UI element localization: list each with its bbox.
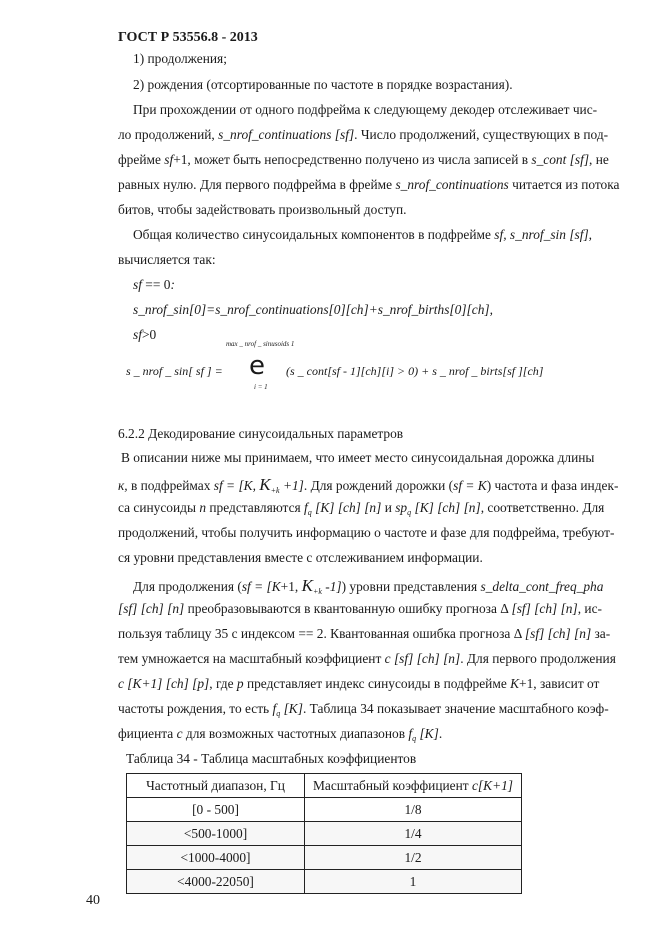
formula-upper-limit: max _ nrof _ sinusoids 1	[226, 340, 295, 348]
page-number: 40	[86, 893, 100, 908]
paragraph-4-line: с [K+1] [ch] [p], где р представляет индекс синусоиды в подфрейме K+1, зависит от	[118, 676, 600, 691]
paragraph-4-line: фициента с для возможных частотных диапазонов $f_q$ [K].	[118, 726, 443, 743]
paragraph-2-line: вычисляется так:	[118, 252, 216, 267]
table-header-cell: Частотный диапазон, Гц	[127, 774, 305, 798]
code-line: s_nrof_sin[0]=s_nrof_continuations[0][ch]+s_nrof_births[0][ch],	[133, 302, 493, 317]
paragraph-3-line: В описании ниже мы принимаем, что имеет место синусоидальная дорожка длины	[121, 450, 595, 465]
table-row	[127, 822, 522, 846]
list-item-births: 2) рождения (отсортированные по частоте в порядке возрастания).	[133, 77, 513, 92]
table-cell: 1	[305, 870, 522, 894]
scale-factor-table	[126, 773, 522, 894]
table-row	[127, 870, 522, 894]
table-header-row	[127, 774, 522, 798]
paragraph-1-line: битов, чтобы задействовать произвольный доступ.	[118, 202, 407, 217]
formula-lower-limit: i = 1	[254, 383, 268, 391]
table-caption: Таблица 34 - Таблица масштабных коэффициентов	[126, 751, 417, 766]
section-heading: 6.2.2 Декодирование синусоидальных параметров	[118, 426, 404, 441]
paragraph-2-line: Общая количество синусоидальных компонентов в подфрейме sf, s_nrof_sin [sf],	[133, 227, 593, 242]
table-cell: <500-1000]	[127, 822, 305, 846]
paragraph-1-line: фрейме sf+1, может быть непосредственно получено из числа записей в s_cont [sf], не	[118, 152, 609, 167]
paragraph-3-line: к, в подфреймах sf = [K, $K_{+k} +1$]. Для рождений дорожки (sf = K) частота и фаза индек-	[118, 475, 619, 495]
paragraph-1-line: ло продолжений, s_nrof_continuations [sf]. Число продолжений, существующих в под-	[118, 127, 609, 142]
paragraph-1-line: равных нулю. Для первого подфрейма в фрейме s_nrof_continuations читается из потока	[118, 177, 620, 192]
paragraph-3-line: продолжений, чтобы получить информацию о частоте и фазе для подфрейма, требуют-	[118, 525, 615, 540]
table-cell: <4000-22050]	[127, 870, 305, 894]
table-cell: 1/4	[305, 822, 522, 846]
table-cell: 1/2	[305, 846, 522, 870]
formula-lhs: s _ nrof _ sin[ sf ] =	[126, 364, 223, 378]
table-row	[127, 846, 522, 870]
table-header-cell: Масштабный коэффициент c[K+1]	[305, 774, 522, 798]
formula-rhs: (s _ cont[sf - 1][ch][i] > 0) + s _ nrof _ birts[sf ][ch]	[286, 364, 544, 378]
table-cell: 1/8	[305, 798, 522, 822]
paragraph-4-line: [sf] [ch] [n] преобразовываются в квантованную ошибку прогноза Δ [sf] [ch] [n], ис-	[118, 601, 602, 616]
paragraph-3-line: са синусоиды n представляются $f_q$ [K] [ch] [n] и $sp_q$ [K] [ch] [n], соответственно. Для	[118, 500, 605, 517]
paragraph-1-line: При прохождении от одного подфрейма к следующему декодер отслеживает чис-	[133, 102, 598, 117]
paragraph-3-line: ся уровни представления вместе с отслеживанием информации.	[118, 550, 483, 565]
table-cell: <1000-4000]	[127, 846, 305, 870]
paragraph-4-line: тем умножается на масштабный коэффициент с [sf] [ch] [n]. Для первого продолжения	[118, 651, 616, 666]
paragraph-4-line: частоты рождения, то есть $f_q$ [K]. Таблица 34 показывает значение масштабного коэф-	[118, 701, 609, 718]
code-line: sf>0	[133, 327, 157, 342]
table-cell: [0 - 500]	[127, 798, 305, 822]
paragraph-4-line: пользуя таблицу 35 с индексом == 2. Квантованная ошибка прогноза Δ [sf] [ch] [n] за-	[118, 626, 611, 641]
summation-symbol: е	[249, 351, 265, 381]
code-line: sf == 0:	[133, 277, 175, 292]
list-item-continuations: 1) продолжения;	[133, 51, 227, 66]
document-header: ГОСТ Р 53556.8 - 2013	[118, 30, 258, 45]
paragraph-4-line: Для продолжения (sf = [K+1, $K_{+k}$ -1]) уровни представления s_delta_cont_freq_pha	[133, 576, 604, 596]
table-row	[127, 798, 522, 822]
